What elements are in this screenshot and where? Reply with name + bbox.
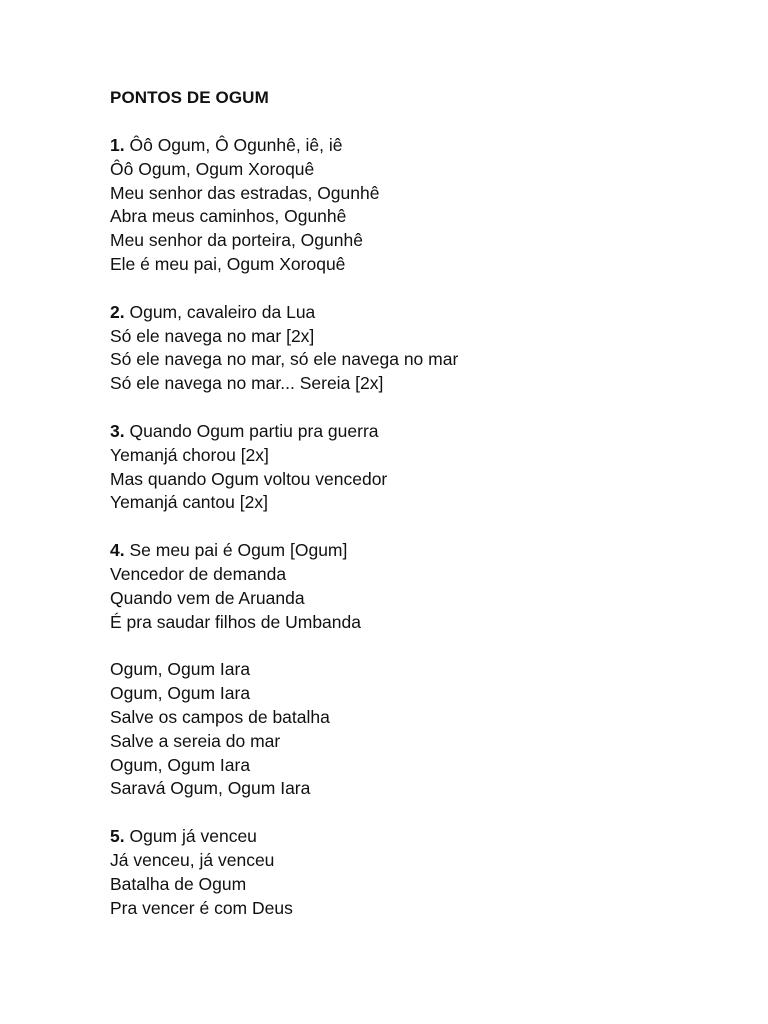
lyric-line: Meu senhor das estradas, Ogunhê [110, 182, 380, 203]
lyric-line: Ogum, Ogum Iara [110, 683, 251, 704]
stanza-number: 2. [110, 301, 125, 322]
lyric-line: Mas quando Ogum voltou vencedor [110, 468, 388, 489]
lyric-line: Se meu pai é Ogum [Ogum] [129, 540, 348, 561]
stanza-3 [110, 420, 730, 515]
lyric-line: Saravá Ogum, Ogum Iara [110, 778, 311, 799]
stanza-line [110, 420, 730, 444]
stanza-number: 3. [110, 420, 125, 441]
lyric-line: Salve a sereia do mar [110, 730, 281, 751]
stanza-number: 1. [110, 135, 125, 155]
lyric-line: Abra meus caminhos, Ogunhê [110, 206, 347, 227]
lyric-line: Quando Ogum partiu pra guerra [129, 420, 379, 441]
lyric-line: Só ele navega no mar... Sereia [2x] [110, 373, 384, 394]
lyric-line: Ogum já venceu [129, 826, 257, 847]
lyric-line: Salve os campos de batalha [110, 706, 330, 727]
document-page [110, 86, 730, 944]
lyric-line: Só ele navega no mar, só ele navega no mar [110, 349, 459, 370]
stanza-1 [110, 134, 730, 277]
stanza-line [110, 539, 730, 563]
lyric-line: Ôô Ogum, Ô Ogunhê, iê, iê [129, 135, 343, 155]
lyric-line: Pra vencer é com Deus [110, 897, 293, 918]
lyric-line: Yemanjá cantou [2x] [110, 492, 268, 513]
lyric-line: Batalha de Ogum [110, 873, 247, 894]
lyric-line: Quando vem de Aruanda [110, 587, 305, 608]
stanza-4 [110, 539, 730, 634]
stanza-2 [110, 301, 730, 396]
lyric-line: Só ele navega no mar [2x] [110, 325, 315, 346]
lyric-line: Ele é meu pai, Ogum Xoroquê [110, 253, 346, 274]
stanza-chorus [110, 658, 730, 801]
lyric-line: Ogum, cavaleiro da Lua [129, 301, 316, 322]
lyric-line: Vencedor de demanda [110, 563, 287, 584]
lyric-line: Ogum, Ogum Iara [110, 659, 251, 680]
stanza-line [110, 825, 730, 849]
lyric-line: Ôô Ogum, Ogum Xoroquê [110, 158, 315, 179]
stanza-5 [110, 825, 730, 920]
stanza-number: 4. [110, 540, 125, 561]
lyric-line: Yemanjá chorou [2x] [110, 444, 269, 465]
document-title: PONTOS DE OGUM [110, 88, 269, 107]
lyric-line: Ogum, Ogum Iara [110, 754, 251, 775]
stanza-number: 5. [110, 826, 125, 847]
lyric-line: Já venceu, já venceu [110, 849, 275, 870]
stanza-line [110, 134, 730, 158]
lyric-line: Meu senhor da porteira, Ogunhê [110, 230, 363, 251]
stanza-line [110, 301, 730, 325]
lyric-line: É pra saudar filhos de Umbanda [110, 611, 361, 632]
